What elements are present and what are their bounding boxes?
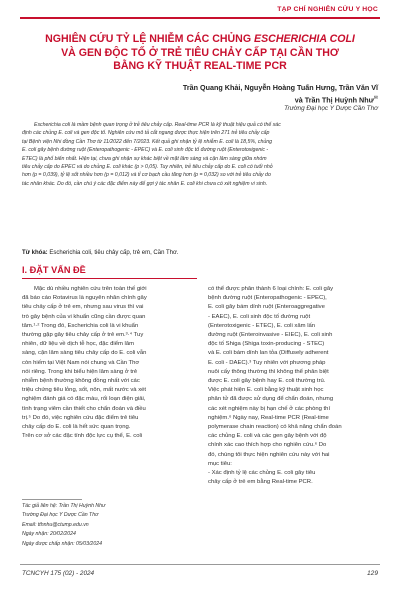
article-title: [24, 33, 376, 74]
title-line-1-text: NGHIÊN CỨU TỶ LỆ NHIỄM CÁC CHỦNG: [45, 33, 255, 45]
body-text-line: tiêu chảy cấp ở trẻ em, nhưng sau virus thì vai: [22, 304, 144, 311]
body-text-line: tình trạng viêm cần thiết cho chẩn đoán và điều: [22, 405, 146, 412]
contact-info: [22, 502, 105, 549]
keywords-label: Từ khóa:: [22, 250, 48, 256]
body-text-line: chính xác cao thích hợp cho nghiên cứu.⁶ Do: [208, 442, 327, 449]
body-text-line: Trên cơ sở các đặc tính độc lực cụ thể, E. coli: [22, 433, 143, 440]
contact-line: Trường Đại học Y Dược Cần Thơ: [22, 512, 99, 519]
body-text-line: đường ruột (Enteroinvasive - EIEC), E. coli sinh: [208, 332, 333, 339]
body-text-line: phân tử đã được sử dụng để chẩn đoán, nhưng: [208, 396, 334, 403]
title-species-name: ESCHERICHIA COLI: [254, 33, 355, 45]
body-text-line: bệnh đường ruột (Enteropathogenic - EPEC),: [208, 295, 327, 302]
body-text-line: được E. coli gây bệnh hay E. coli thường trú.: [208, 378, 326, 385]
body-text-line: sàng, cận lâm sàng tiêu chảy cấp do E. coli vẫn: [22, 350, 147, 357]
authors-line-2-text: và Trần Thị Huỳnh Như: [294, 95, 374, 105]
contact-line: Ngày được chấp nhận: 05/03/2024: [22, 540, 102, 547]
footer-rule: [20, 564, 380, 565]
body-text-line: thường gặp gây tiêu chảy cấp ở trẻ em.³·⁴ Tuy: [22, 332, 144, 339]
body-column-left: [22, 285, 196, 441]
abstract-line: ETEC) là phổ biến nhất. Hiện tại, chưa ghi nhận sự khác biệt về mặt lâm sàng và cận lâm sàng giữa nhóm: [22, 155, 267, 162]
authors-line-2: [183, 93, 378, 105]
abstract: [22, 121, 378, 188]
abstract-line: Escherichia coli là mầm bệnh quan trọng ở trẻ tiêu chảy cấp. Real-time PCR là kỹ thuật hiệu quả có thể xác: [34, 122, 281, 128]
contact-line: Email: tthnhu@ctump.edu.vn: [22, 521, 89, 528]
body-text-line: nuôi cấy thông thường thì không thể phân biệt: [208, 368, 329, 375]
body-text-line: Mặc dù nhiều nghiên cứu trên toàn thế giới: [34, 286, 147, 292]
abstract-line: tại Bệnh viện Nhi đồng Cần Thơ từ 11/2022 đến 7/2023. Kết quả ghi nhận tỷ lệ nhiễm E. coli là 18,5%, chủng: [22, 138, 273, 145]
body-text-line: - EAEC), E. coli sinh độc tố đường ruột: [208, 313, 311, 320]
contact-line: Ngày nhận: 20/02/2024: [22, 531, 76, 538]
body-text-line: các xét nghiệm này bị hạn chế ở các phòng thí: [208, 405, 331, 412]
section-heading: I. ĐẶT VẤN ĐỀ: [22, 265, 86, 275]
body-text-line: triệu chứng tiêu lỏng, sốt, nôn, mất nước và xét: [22, 387, 147, 394]
body-column-right: [208, 285, 382, 487]
footer-journal: TCNCYH 175 (02) - 2024: [22, 570, 95, 577]
title-line-1: [24, 33, 376, 47]
body-text-line: polymerase chain reaction) có khả năng chẩn đoán: [208, 424, 342, 431]
abstract-line: tiêu chảy cấp do EPEC và do chủng E. coli khác (p > 0,05). Tuy nhiên, trẻ tiêu chảy cấp do E. coli có tuổi nhỏ: [22, 164, 273, 171]
title-line-2: VÀ GEN ĐỘC TỐ Ở TRẺ TIÊU CHẢY CẤP TẠI CẦN THƠ: [61, 46, 339, 59]
body-text-line: trị.⁵ Do đó, việc nghiên cứu đặc điểm trẻ tiêu: [22, 414, 139, 421]
body-text-line: (Enterotoxigenic - ETEC), E. coli xâm lấn: [208, 322, 316, 329]
abstract-line: tác nhân khác. Do đó, cần chú ý các đặc điểm này để gợi ý tác nhân E. coli khi chưa có xét nghiệm vi sinh.: [22, 180, 268, 187]
body-text-line: chảy cấp ở trẻ em bằng Real-time PCR.: [208, 479, 313, 486]
contact-rule: [22, 499, 82, 500]
body-text-line: các chủng E. coli và các gen gây bệnh với độ: [208, 433, 327, 440]
body-text-line: đã báo cáo Rotavirus là nguyên nhân chính gây: [22, 295, 147, 302]
body-text-line: nhiên, dữ liệu về dịch tễ học, đặc điểm lâm: [22, 341, 134, 348]
keywords-text: Escherichia coli, tiêu chảy cấp, trẻ em, Cần Thơ.: [47, 250, 179, 256]
corresponding-author-mark: ✉: [373, 95, 378, 101]
body-text-line: E. coli gây bám dính ruột (Enteroaggregative: [208, 304, 325, 311]
header-rule: [20, 17, 380, 19]
body-text-line: và E. coli bám dính lan tỏa (Diffusely adherent: [208, 350, 329, 357]
contact-line: Tác giả liên hệ: Trần Thị Huỳnh Như: [22, 503, 106, 509]
page-number: 129: [366, 570, 378, 577]
body-text-line: có thể được phân thành 6 loại chính: E. coli gây: [208, 286, 334, 292]
body-text-line: độc tố Shiga (Shiga toxin-producing - STEC): [208, 341, 325, 348]
body-text-line: mục tiêu:: [208, 460, 232, 467]
journal-name: TẠP CHÍ NGHIÊN CỨU Y HỌC: [277, 6, 378, 13]
title-line-3: BẰNG KỸ THUẬT REAL-TIME PCR: [113, 60, 287, 73]
body-text-line: trò gây bệnh của vi khuẩn cũng cần được quan: [22, 313, 146, 320]
body-text-line: nghiệm đánh giá có đặc màu, rối loạn điện giải,: [22, 396, 146, 403]
body-text-line: nhiễm bệnh thường không đồng nhất với các: [22, 378, 140, 385]
affiliation: Trường Đại học Y Dược Cần Thơ: [284, 105, 378, 112]
body-text-line: nghiệm.⁶ Ngày nay, Real-time PCR (Real-time: [208, 414, 329, 421]
body-text-line: E. coli - DAEC).³ Tuy nhiên với phương pháp: [208, 359, 326, 366]
body-text-line: nói riêng. Trong khi biểu hiện lâm sàng ở trẻ: [22, 368, 138, 375]
body-text-line: - Xác định tỷ lệ các chủng E. coli gây tiêu: [208, 470, 316, 477]
keywords: [22, 250, 179, 256]
authors-line-1: Trần Quang Khải, Nguyễn Hoàng Tuấn Hưng, Trần Văn Vĩ: [182, 83, 378, 92]
body-text-line: Việc phát hiện E. coli bằng kỹ thuật sinh học: [208, 387, 324, 394]
body-text-line: còn hiếm tại Việt Nam nói chung và Cần Thơ: [22, 359, 140, 366]
section-rule: [22, 278, 197, 279]
journal-header: [0, 0, 400, 22]
body-text-line: chảy cấp do E. coli là hết sức quan trọng.: [22, 424, 131, 431]
author-list: [183, 83, 378, 105]
body-text-line: đó, chúng tôi thực hiện nghiên cứu này với hai: [208, 451, 330, 458]
abstract-line: định các chủng E. coli và gen độc tố. Nghiên cứu mô tả cắt ngang được thực hiện trên 271 trẻ tiêu chảy cấp: [22, 130, 270, 137]
body-text-line: tâm.¹·² Trong đó, Escherichia coli là vi khuẩn: [22, 322, 139, 329]
abstract-line: E. coli gây bệnh đường ruột (Enteropathogenic - EPEC) và E. coli sinh độc tố đường ruột (Enterotoxigenic -: [22, 147, 269, 154]
abstract-line: hơn (p = 0,039), tỷ lệ sốt nhiều hơn (p = 0,012) và tỉ cơ bạch cầu tăng hơn (p = 0,032) so với trẻ tiêu chảy do: [22, 172, 271, 179]
